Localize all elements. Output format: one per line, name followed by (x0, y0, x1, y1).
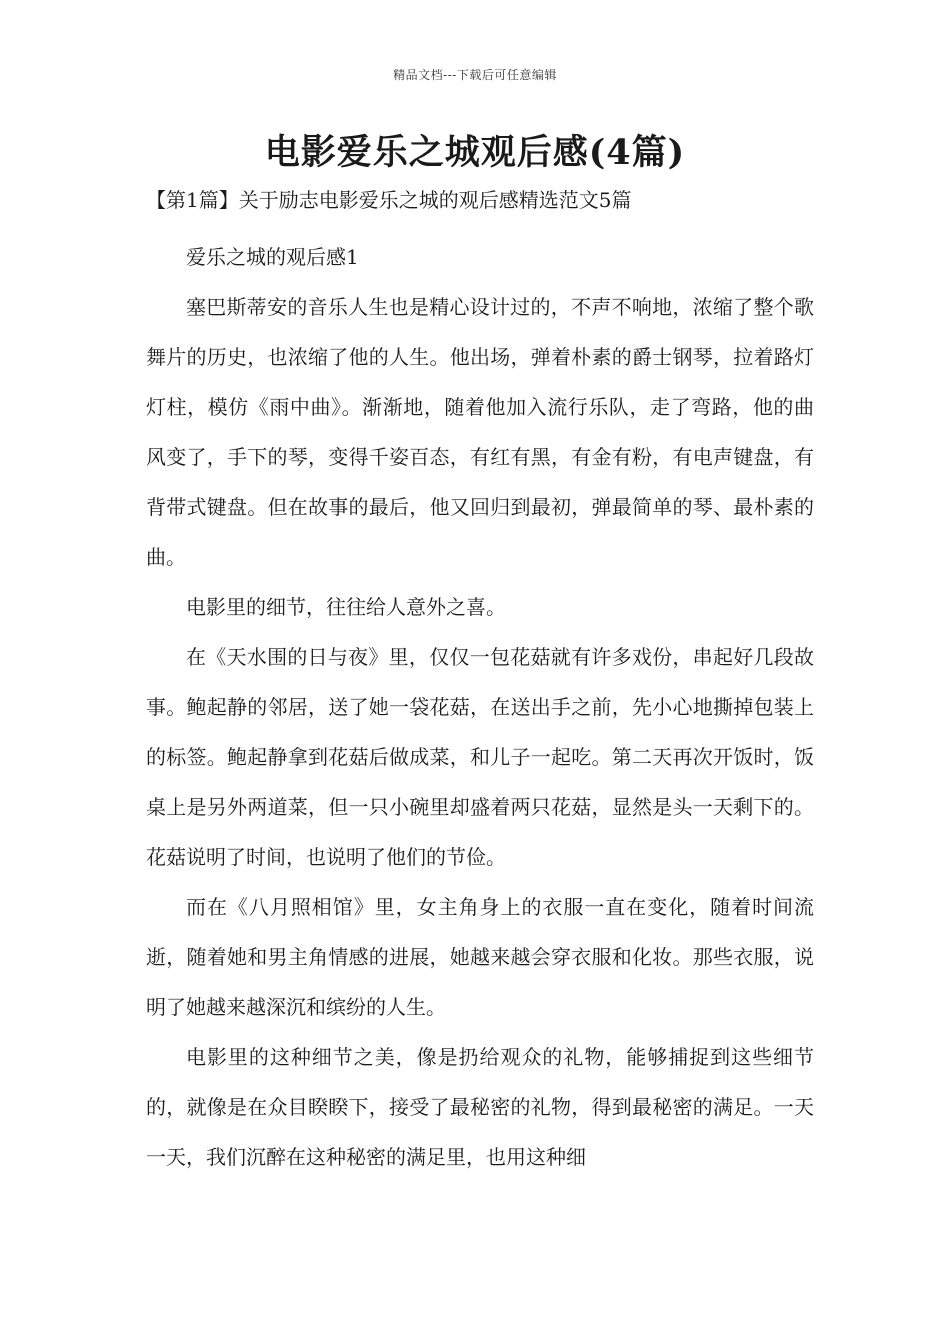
paragraph: 电影里的细节，往往给人意外之喜。 (186, 595, 506, 619)
paragraph: 电影里的这种细节之美，像是扔给观众的礼物，能够捕捉到这些细节的，就像是在众目睽睽下，接受了最秘密的礼物，得到最秘密的满足。一天一天，我们沉醉在这种秘密的满足里，也用这种细 (146, 1045, 814, 1169)
paragraph: 而在《八月照相馆》里，女主角身上的衣服一直在变化，随着时间流逝，随着她和男主角情感的进展，她越来越会穿衣服和化妆。那些衣服，说明了她越来越深沉和缤纷的人生。 (146, 895, 814, 1019)
section-heading: 【第1篇】关于励志电影爱乐之城的观后感精选范文5篇 (146, 188, 632, 212)
paragraph: 在《天水围的日与夜》里，仅仅一包花菇就有许多戏份，串起好几段故事。鲍起静的邻居，送了她一袋花菇，在送出手之前，先小心地撕掉包装上的标签。鲍起静拿到花菇后做成菜，和儿子一起吃。第二天再次开饭时，饭桌上是另外两道菜，但一只小碗里却盛着两只花菇，显然是头一天剩下的。花菇说明了时间，也说明了他们的节俭。 (146, 645, 814, 869)
document-title: 电影爱乐之城观后感(4篇) (264, 132, 686, 173)
paragraph: 塞巴斯蒂安的音乐人生也是精心设计过的，不声不响地，浓缩了整个歌舞片的历史，也浓缩了他的人生。他出场，弹着朴素的爵士钢琴，拉着路灯灯柱，模仿《雨中曲》。渐渐地，随着他加入流行乐队，走了弯路，他的曲风变了，手下的琴，变得千姿百态，有红有黑，有金有粉，有电声键盘，有背带式键盘。但在故事的最后，他又回归到最初，弹最简单的琴、最朴素的曲。 (146, 295, 814, 569)
header-note: 精品文档---下载后可任意编辑 (393, 68, 557, 82)
document-body (146, 232, 814, 1182)
subheading: 爱乐之城的观后感1 (186, 245, 359, 269)
